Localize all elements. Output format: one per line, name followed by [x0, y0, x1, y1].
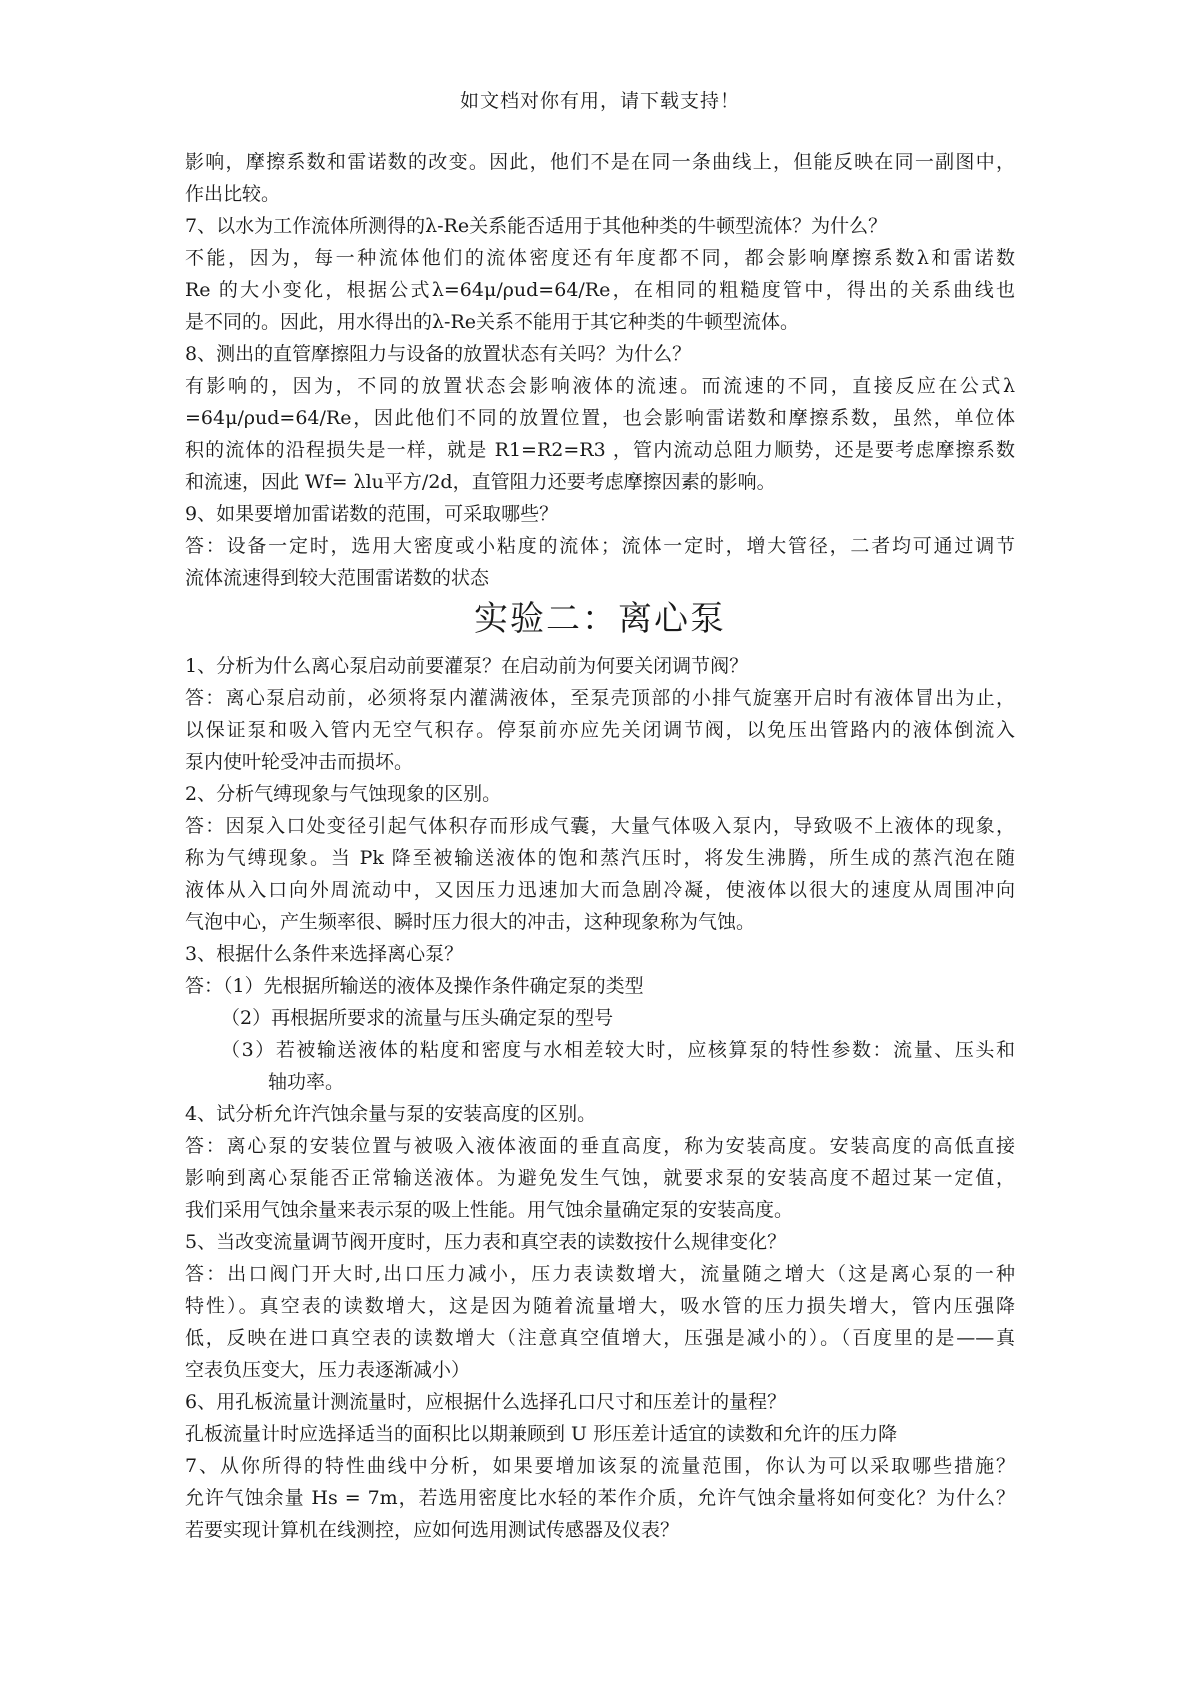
text-line: 6、用孔板流量计测流量时，应根据什么选择孔口尺寸和压差计的量程？	[185, 1391, 787, 1413]
text-line: 和流速，因此 Wf= λlu平方/2d，直管阻力还要考虑摩擦因素的影响。	[185, 471, 776, 493]
text-line: 孔板流量计时应选择适当的面积比以期兼顾到 U 形压差计适宜的读数和允许的压力降	[185, 1423, 898, 1445]
text-line: 流体流速得到较大范围雷诺数的状态	[185, 567, 490, 589]
text-line: 不能，因为，每一种流体他们的流体密度还有年度都不同，都会影响摩擦系数λ和雷诺数	[185, 247, 1015, 269]
text-line: Re 的大小变化，根据公式λ=64μ/ρud=64/Re，在相同的粗糙度管中，得出的关系曲线也	[185, 279, 1015, 301]
text-block-experiment-one	[185, 146, 1015, 594]
text-line: 9、如果要增加雷诺数的范围，可采取哪些？	[185, 503, 559, 525]
text-line: 8、测出的直管摩擦阻力与设备的放置状态有关吗？为什么？	[185, 343, 692, 365]
text-line: 我们采用气蚀余量来表示泵的吸上性能。用气蚀余量确定泵的安装高度。	[185, 1199, 794, 1221]
text-line: 以保证泵和吸入管内无空气积存。停泵前亦应先关闭调节阀，以免压出管路内的液体倒流入	[185, 719, 1015, 741]
text-line: 泵内使叶轮受冲击而损坏。	[185, 751, 414, 773]
text-line: 答：（1）先根据所输送的液体及操作条件确定泵的类型	[185, 975, 644, 997]
text-line: 气泡中心，产生频率很、瞬时压力很大的冲击，这种现象称为气蚀。	[185, 911, 756, 933]
text-line: 影响，摩擦系数和雷诺数的改变。因此，他们不是在同一条曲线上，但能反映在同一副图中，	[185, 151, 1015, 173]
text-line: 轴功率。	[268, 1071, 345, 1093]
text-line: 空表负压变大，压力表逐渐减小）	[185, 1359, 471, 1381]
text-line: 4、试分析允许汽蚀余量与泵的安装高度的区别。	[185, 1103, 597, 1125]
page-header: 如文档对你有用，请下载支持！	[459, 90, 740, 112]
text-line: （2）再根据所要求的流量与压头确定泵的型号	[221, 1007, 614, 1029]
text-line: 2、分析气缚现象与气蚀现象的区别。	[185, 783, 502, 805]
text-line: 液体从入口向外周流动中，又因压力迅速加大而急剧冷凝，使液体以很大的速度从周围冲向	[185, 879, 1015, 901]
text-line: 答：离心泵启动前，必须将泵内灌满液体，至泵壳顶部的小排气旋塞开启时有液体冒出为止，	[185, 687, 1015, 709]
text-line: 3、根据什么条件来选择离心泵？	[185, 943, 464, 965]
text-line: =64μ/ρud=64/Re，因此他们不同的放置位置，也会影响雷诺数和摩擦系数，虽然，单位体	[185, 407, 1015, 429]
text-line: 答：离心泵的安装位置与被吸入液体液面的垂直高度，称为安装高度。安装高度的高低直接	[185, 1135, 1015, 1157]
text-line: （3）若被输送液体的粘度和密度与水相差较大时，应核算泵的特性参数：流量、压头和	[221, 1039, 1015, 1061]
text-line: 影响到离心泵能否正常输送液体。为避免发生气蚀，就要求泵的安装高度不超过某一定值，	[185, 1167, 1015, 1189]
text-line: 答：设备一定时，选用大密度或小粘度的流体；流体一定时，增大管径，二者均可通过调节	[185, 535, 1015, 557]
text-line: 7、以水为工作流体所测得的λ-Re关系能否适用于其他种类的牛顿型流体？为什么？	[185, 215, 888, 237]
text-line: 有影响的，因为，不同的放置状态会影响液体的流速。而流速的不同，直接反应在公式λ	[185, 375, 1015, 397]
document-body	[185, 146, 1015, 1546]
text-line: 称为气缚现象。当 Pk 降至被输送液体的饱和蒸汽压时，将发生沸腾，所生成的蒸汽泡在随	[185, 847, 1015, 869]
text-line: 若要实现计算机在线测控，应如何选用测试传感器及仪表？	[185, 1519, 680, 1541]
section-title: 实验二：离心泵	[474, 599, 726, 639]
text-line: 1、分析为什么离心泵启动前要灌泵？在启动前为何要关闭调节阀？	[185, 655, 749, 677]
text-line: 答：因泵入口处变径引起气体积存而形成气囊，大量气体吸入泵内，导致吸不上液体的现象，	[185, 815, 1015, 837]
text-line: 特性）。真空表的读数增大，这是因为随着流量增大，吸水管的压力损失增大，管内压强降	[185, 1295, 1015, 1317]
text-line: 作出比较。	[185, 183, 281, 205]
text-line: 是不同的。因此，用水得出的λ-Re关系不能用于其它种类的牛顿型流体。	[185, 311, 800, 333]
text-block-experiment-two	[185, 650, 1015, 1546]
text-line: 7、从你所得的特性曲线中分析，如果要增加该泵的流量范围，你认为可以采取哪些措施？	[185, 1455, 1015, 1477]
text-line: 低，反映在进口真空表的读数增大（注意真空值增大，压强是减小的）。（百度里的是——真	[185, 1327, 1015, 1349]
text-line: 答：出口阀门开大时,出口压力减小，压力表读数增大，流量随之增大（这是离心泵的一种	[185, 1263, 1015, 1285]
text-line: 允许气蚀余量 Hs = 7m，若选用密度比水轻的苯作介质，允许气蚀余量将如何变化？为什么？	[185, 1487, 1015, 1509]
text-line: 积的流体的沿程损失是一样，就是 R1=R2=R3 ，管内流动总阻力顺势，还是要考虑摩擦系数	[185, 439, 1015, 461]
text-line: 5、当改变流量调节阀开度时，压力表和真空表的读数按什么规律变化？	[185, 1231, 787, 1253]
